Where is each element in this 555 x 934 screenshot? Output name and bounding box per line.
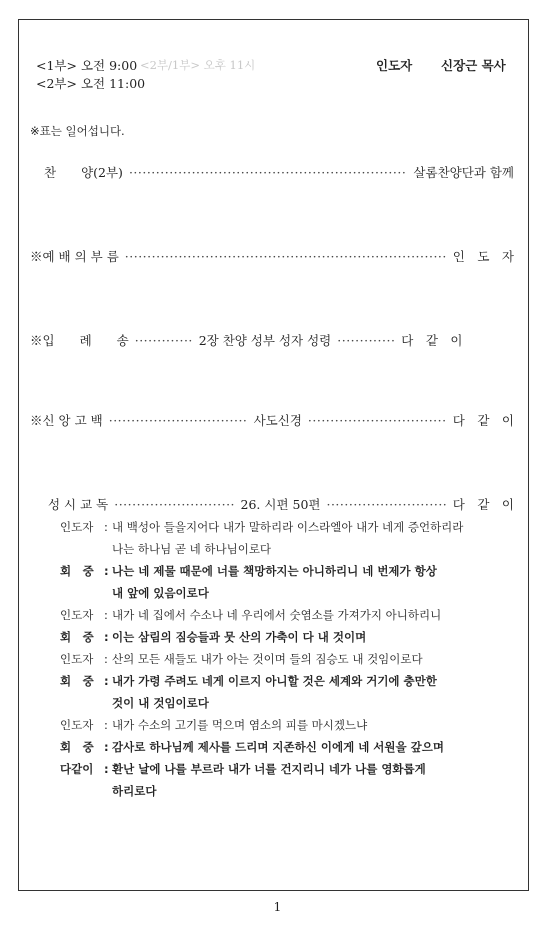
order-label: ※예 배 의 부 름 (30, 249, 119, 264)
reading-line: 이는 삼림의 짐승들과 뭇 산의 가축이 다 내 것이며 (112, 630, 367, 644)
order-item-responsive-reading (48, 494, 514, 514)
order-detail: 26. 시편 50편 (240, 497, 321, 512)
leader-dots (114, 497, 234, 512)
reading-entry: 회 중 : 내가 가령 주려도 네게 이르지 아니할 것은 세계와 거기에 충만한 것이 내 것임이로다 (60, 670, 520, 714)
speaker-label: 회 중 (60, 674, 94, 688)
order-label: ※입 례 송 (30, 333, 129, 348)
speaker-label: 회 중 (60, 630, 94, 644)
reading-line: 것이 내 것임이로다 (112, 696, 209, 710)
standing-note: ※표는 일어섭니다. (30, 124, 125, 138)
order-item-entrance-hymn (30, 330, 514, 350)
reading-line: 환난 날에 나를 부르라 내가 너를 건지리니 네가 나를 영화롭게 (112, 762, 426, 776)
speaker-label: 다같이 (60, 762, 94, 776)
order-item-call-to-worship (30, 246, 514, 266)
speaker-label: 회 중 (60, 564, 94, 578)
order-item-praise (44, 162, 514, 182)
speaker-label: 인도자 (60, 652, 94, 666)
leader-label: 인도자 (376, 58, 413, 73)
reading-entry: 회 중 : 감사로 하나님께 제사를 드리며 지존하신 이에게 네 서원을 갚으며 (60, 736, 520, 758)
reading-entry: 인도자 : 내 백성아 들을지어다 내가 말하리라 이스라엘아 내가 네게 증언하리라 나는 하나님 곧 네 하나님이로다 (60, 516, 520, 560)
service-time-part1: <1부> 오전 9:00 (36, 58, 138, 73)
reading-line: 내 백성아 들을지어다 내가 말하리라 이스라엘아 내가 네게 증언하리라 (112, 520, 464, 534)
speaker-label: 인도자 (60, 608, 94, 622)
order-performer: 다 같 이 (452, 497, 514, 512)
reading-line: 내가 네 집에서 수소나 네 우리에서 숫염소를 가져가지 아니하리니 (112, 608, 442, 622)
order-item-creed (30, 410, 514, 430)
leader-dots (308, 413, 447, 428)
reading-line: 내 앞에 있음이로다 (112, 586, 209, 600)
service-time-part2: <2부> 오전 11:00 (36, 76, 146, 91)
order-label: ※신 앙 고 백 (30, 413, 103, 428)
leader-dots (326, 497, 446, 512)
leader-dots (109, 413, 248, 428)
reading-entry: 회 중 : 나는 네 제물 때문에 너를 책망하지는 아니하리니 네 번제가 항상 내 앞에 있음이로다 (60, 560, 520, 604)
page-number: 1 (273, 900, 282, 914)
reading-entry: 회 중 : 이는 삼림의 짐승들과 뭇 산의 가축이 다 내 것이며 (60, 626, 520, 648)
order-label: 찬 양(2부) (44, 165, 123, 180)
speaker-label: 회 중 (60, 740, 94, 754)
order-performer: 다 같 이 (401, 333, 463, 348)
leader-dots (125, 249, 447, 264)
reading-line: 내가 가령 주려도 네게 이르지 아니할 것은 세계와 거기에 충만한 (112, 674, 437, 688)
reading-line: 산의 모든 새들도 내가 아는 것이며 들의 짐승도 내 것임이로다 (112, 652, 423, 666)
reading-line: 하리로다 (112, 784, 157, 798)
leader-dots (135, 333, 193, 348)
reading-line: 감사로 하나님께 제사를 드리며 지존하신 이에게 네 서원을 갚으며 (112, 740, 444, 754)
leader-dots (129, 165, 407, 180)
faded-bleed-text: <2부/1부> 오후 11시 (140, 58, 256, 72)
reading-entry: 인도자 : 내가 네 집에서 수소나 네 우리에서 숫염소를 가져가지 아니하리니 (60, 604, 520, 626)
order-detail: 2장 찬양 성부 성자 성령 (198, 333, 332, 348)
reading-entry: 인도자 : 내가 수소의 고기를 먹으며 염소의 피를 마시겠느냐 (60, 714, 520, 736)
order-label: 성 시 교 독 (48, 497, 109, 512)
order-performer: 인 도 자 (452, 249, 514, 264)
reading-entry: 인도자 : 산의 모든 새들도 내가 아는 것이며 들의 짐승도 내 것임이로다 (60, 648, 520, 670)
speaker-label: 인도자 (60, 718, 94, 732)
speaker-label: 인도자 (60, 520, 94, 534)
reading-line: 내가 수소의 고기를 먹으며 염소의 피를 마시겠느냐 (112, 718, 368, 732)
order-performer: 다 같 이 (452, 413, 514, 428)
reading-entry: 다같이 : 환난 날에 나를 부르라 내가 너를 건지리니 네가 나를 영화롭게 하리로다 (60, 758, 520, 802)
leader-name: 신장근 목사 (441, 58, 506, 73)
reading-line: 나는 네 제물 때문에 너를 책망하지는 아니하리니 네 번제가 항상 (112, 564, 437, 578)
order-performer: 살롬찬양단과 함께 (413, 165, 514, 180)
reading-line: 나는 하나님 곧 네 하나님이로다 (112, 542, 272, 556)
leader-dots (337, 333, 395, 348)
responsive-reading (60, 516, 520, 802)
order-detail: 사도신경 (253, 413, 302, 428)
